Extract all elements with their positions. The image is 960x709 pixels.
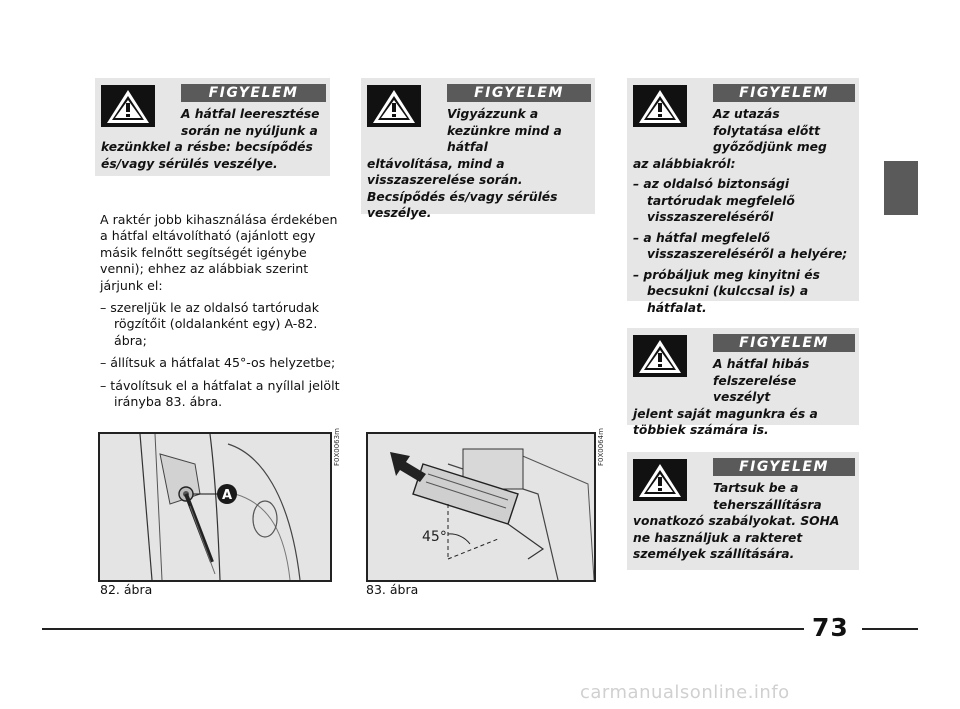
figure-82-image xyxy=(98,432,332,582)
warning-box-4 xyxy=(627,328,859,437)
body-text xyxy=(100,212,340,416)
footer-rule-right xyxy=(862,628,918,630)
angle-label: 45° xyxy=(422,529,447,545)
warning-box-3 xyxy=(627,78,859,315)
warning-text: Vigyázzunk a kezünkre mind a hátfal eltávolítása, mind a visszaszerelése során. Becsípődés és/vagy sérülés veszélye. xyxy=(367,107,562,220)
list-item: – állítsuk a hátfalat 45°-os helyzetbe; xyxy=(100,355,336,371)
warning-box-2 xyxy=(361,78,595,220)
warning-title: FIGYELEM xyxy=(713,84,855,102)
list-item: – szereljük le az oldalsó tartórudak rögzítőit (oldalanként egy) A-82. ábra; xyxy=(100,300,320,348)
warning-title: FIGYELEM xyxy=(447,84,591,102)
callout-label-a: A xyxy=(221,488,233,503)
warning-title: FIGYELEM xyxy=(181,84,326,102)
list-item: – távolítsuk el a hátfalat a nyíllal jelölt irányba 83. ábra. xyxy=(100,377,340,410)
warning-title: FIGYELEM xyxy=(713,458,855,476)
figure-caption: 83. ábra xyxy=(366,582,419,597)
tailgate-strut-illustration xyxy=(100,434,330,580)
section-tab xyxy=(884,161,918,215)
warning-box-1 xyxy=(95,78,330,176)
figure-83-image xyxy=(366,432,596,582)
figure-caption: 82. ábra xyxy=(100,582,153,597)
watermark: carmanualsonline.info xyxy=(580,682,790,703)
page-number: 73 xyxy=(812,613,849,642)
footer-rule-left xyxy=(42,628,804,630)
warning-box-5 xyxy=(627,452,859,570)
warning-text: Tartsuk be a teherszállításra vonatkozó szabályokat. SOHA ne használjuk a rakteret személyek szállítására. xyxy=(633,481,840,561)
figure-code: F0X0064m xyxy=(597,428,605,466)
warning-text: A hátfal hibás felszerelése veszélyt jelent saját magunkra és a többiek számára is. xyxy=(633,357,818,437)
warning-text: A hátfal leeresztése során ne nyúljunk a kezünkkel a résbe: becsípődés és/vagy sérülés veszélye. xyxy=(101,107,320,171)
warning-title: FIGYELEM xyxy=(713,334,855,352)
tailgate-removal-illustration xyxy=(368,434,594,580)
warning-text: Az utazás folytatása előtt győződjünk meg az alábbiakról: – az oldalsó biztonsági tartórudak megfelelő visszaszereléséről – a hátfal megfelelő visszaszereléséről a helyére; – próbáljuk meg kinyitni és becsukni (kulccsal is) a hátfalat. xyxy=(633,107,848,315)
figure-code: F0X0063m xyxy=(333,428,341,466)
intro-paragraph: A raktér jobb kihasználása érdekében a hátfal eltávolítható (ajánlott egy másik felnőtt segítségét igénybe venni); ehhez az alábbiak szerint járjunk el: xyxy=(100,212,338,293)
